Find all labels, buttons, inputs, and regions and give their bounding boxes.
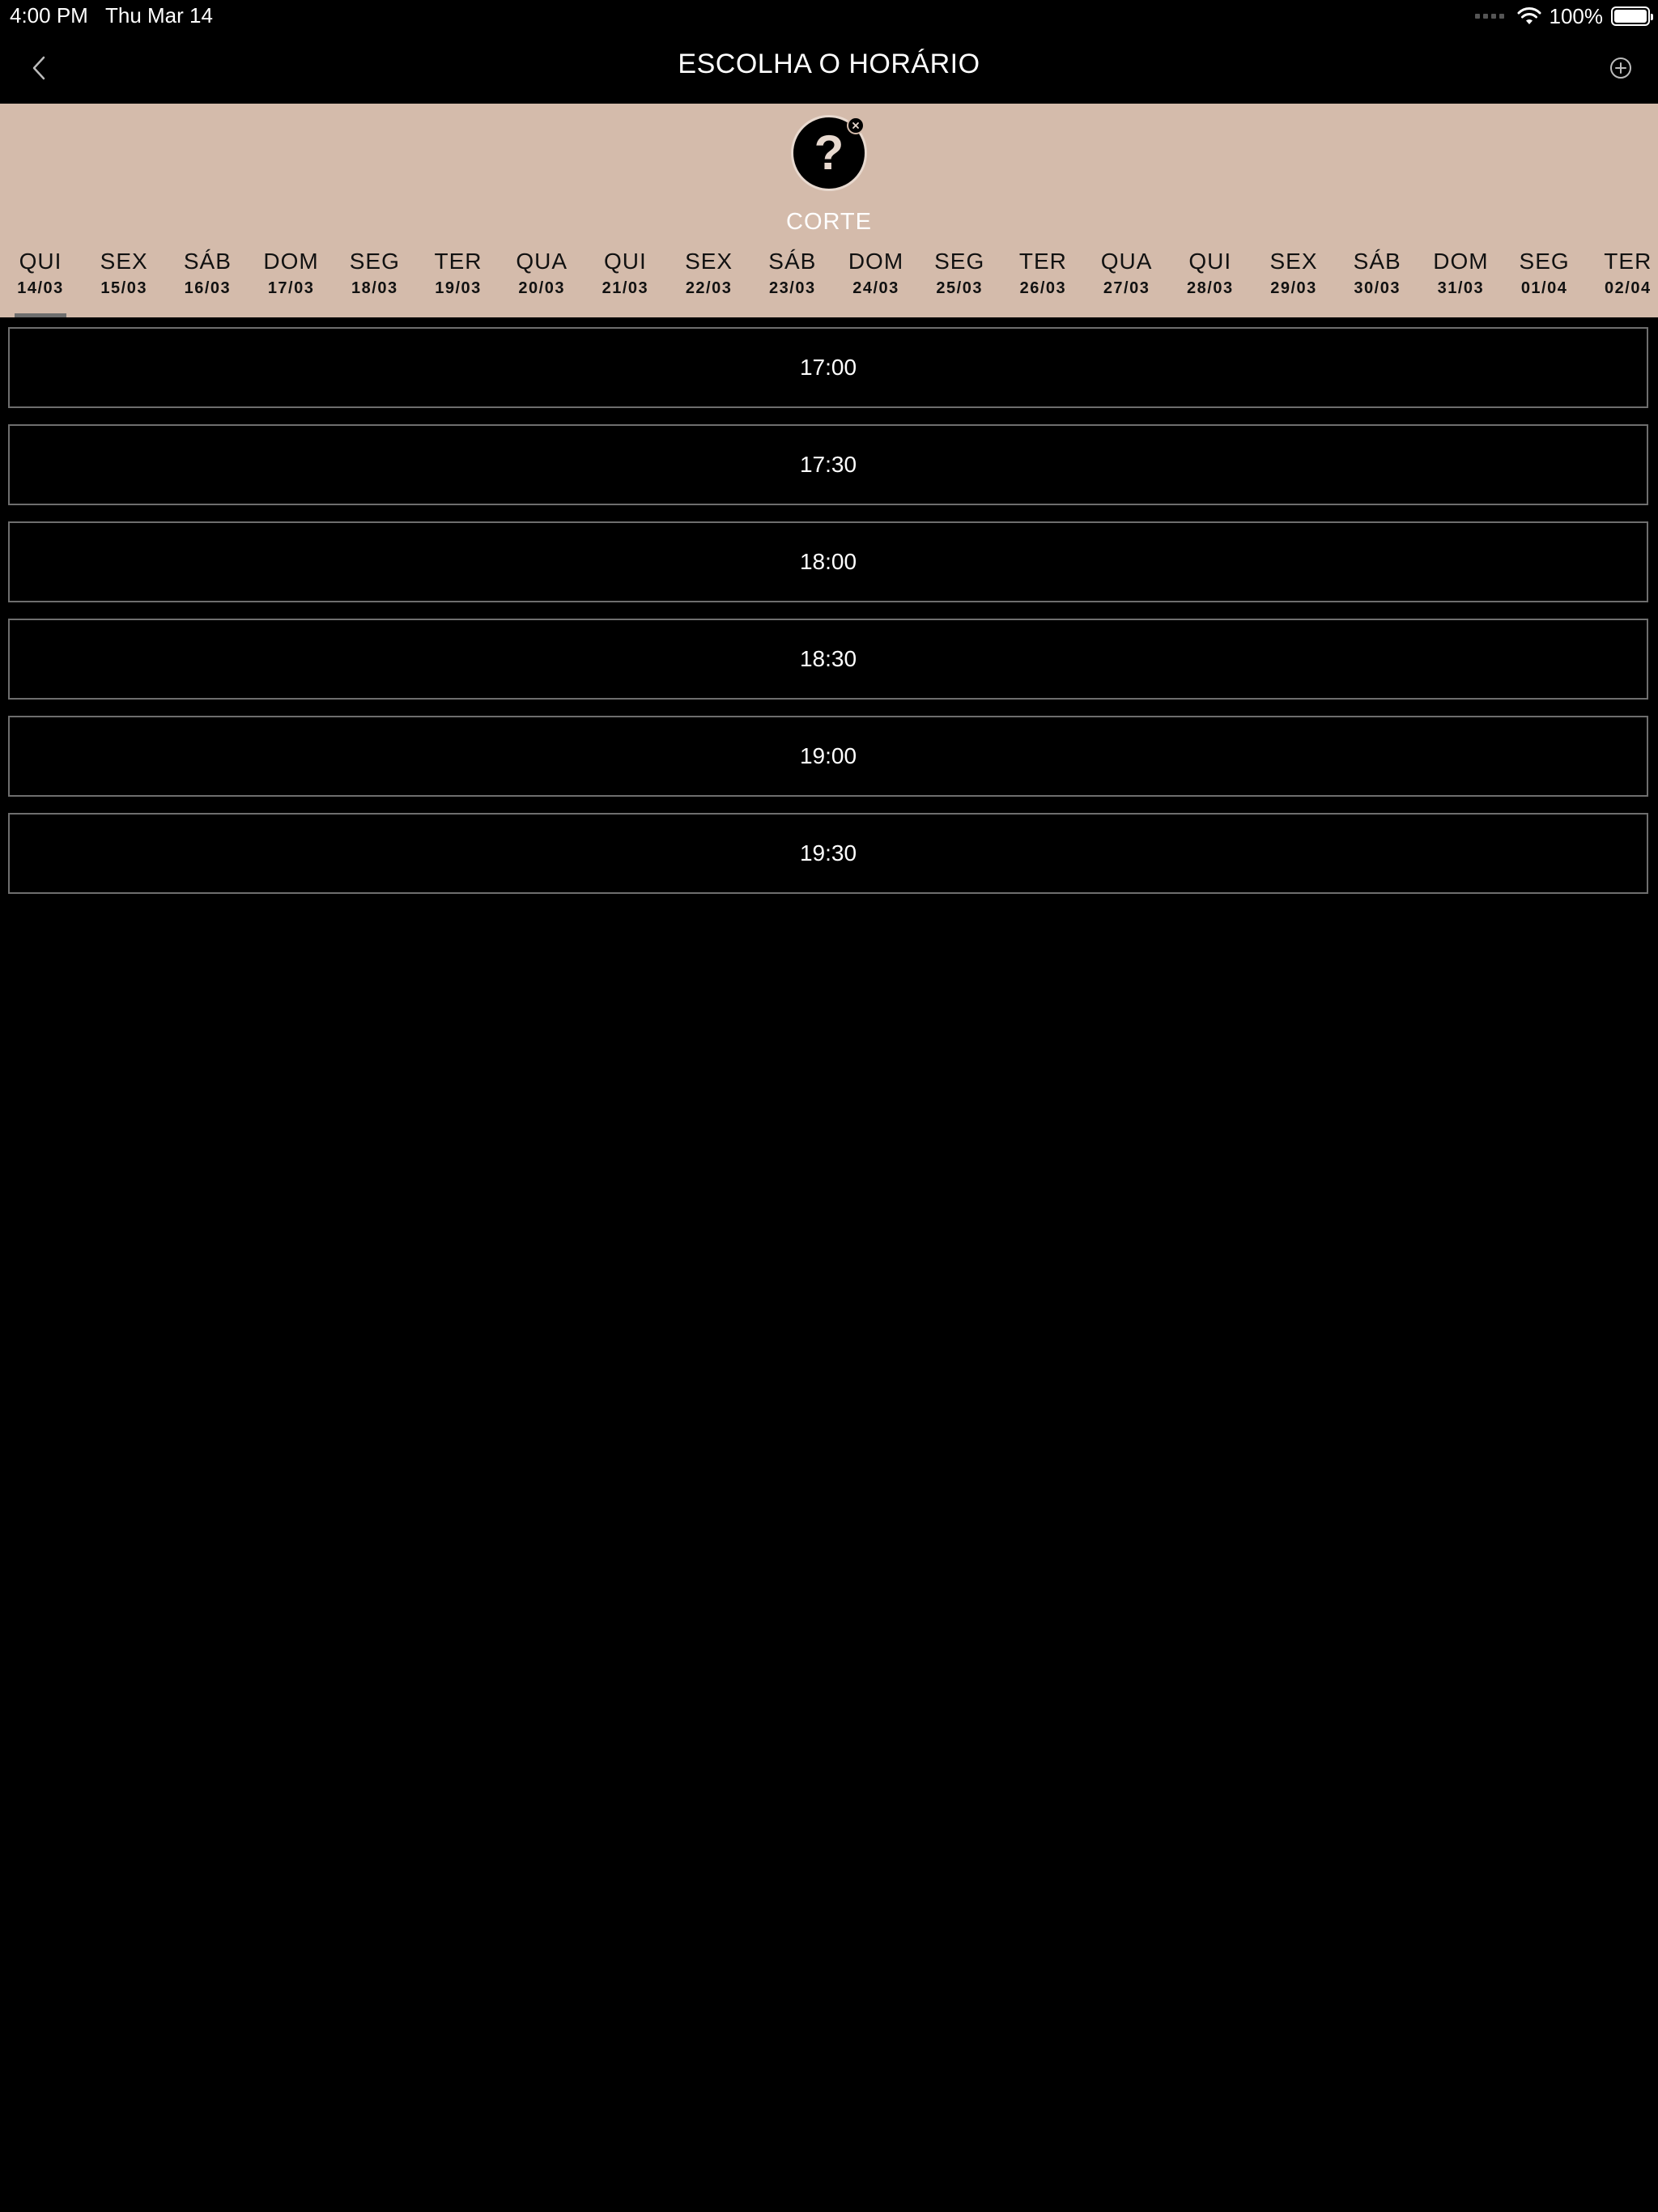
date-tab-date: 26/03: [1019, 279, 1067, 297]
date-tab-weekday: SEG: [1519, 249, 1570, 274]
remove-service-button[interactable]: [847, 117, 865, 134]
date-tab[interactable]: [83, 245, 164, 317]
date-tab-weekday: SEX: [100, 249, 148, 274]
status-indicators: [1475, 3, 1651, 29]
date-tab-weekday: TER: [1018, 249, 1067, 274]
date-tab[interactable]: [1588, 245, 1658, 317]
date-tab-date: 14/03: [17, 279, 64, 297]
date-tab[interactable]: [752, 245, 833, 317]
date-tab-weekday: QUI: [1188, 249, 1232, 274]
date-tab-date: 01/04: [1520, 279, 1568, 297]
time-slot-label: 17:30: [799, 452, 857, 477]
date-tab[interactable]: [418, 245, 499, 317]
time-slot-button[interactable]: [8, 521, 1648, 602]
date-tab-date: 18/03: [351, 279, 398, 297]
date-tab-date: 15/03: [100, 279, 147, 297]
date-tab[interactable]: [835, 245, 916, 317]
date-tab[interactable]: [1337, 245, 1418, 317]
time-slot-label: 18:30: [799, 646, 857, 671]
date-tab-weekday: DOM: [263, 249, 319, 274]
date-tab-date: 16/03: [184, 279, 232, 297]
date-tab[interactable]: [1253, 245, 1334, 317]
date-tab-date: 31/03: [1437, 279, 1485, 297]
date-tab-weekday: DOM: [848, 249, 904, 274]
close-icon: [851, 121, 861, 130]
page-title: ESCOLHA O HORÁRIO: [678, 49, 980, 79]
date-tab-weekday: SÁB: [1353, 249, 1401, 274]
date-tab-date: 30/03: [1354, 279, 1401, 297]
date-tab-date: 23/03: [769, 279, 816, 297]
date-tab-weekday: SEG: [349, 249, 400, 274]
battery-icon: [1611, 6, 1650, 26]
date-selector: [0, 245, 1658, 317]
time-slot-button[interactable]: [8, 327, 1648, 408]
time-slot-label: 17:00: [799, 355, 857, 380]
date-tab[interactable]: [669, 245, 750, 317]
date-tab-weekday: SEX: [685, 249, 733, 274]
date-tab[interactable]: [1420, 245, 1501, 317]
service-name: CORTE: [786, 209, 872, 235]
time-slot-button[interactable]: [8, 619, 1648, 700]
time-slot-button[interactable]: [8, 813, 1648, 894]
date-tab-weekday: QUI: [604, 249, 647, 274]
service-header: [0, 104, 1658, 317]
selected-date-indicator: [15, 313, 66, 317]
time-slot-button[interactable]: [8, 716, 1648, 797]
date-tab-weekday: SEX: [1269, 249, 1318, 274]
battery-fill: [1614, 10, 1647, 23]
date-tab-date: 24/03: [852, 279, 899, 297]
plus-circle-icon: [1609, 56, 1633, 80]
question-mark-icon: ?: [814, 125, 844, 180]
wifi-icon: [1517, 6, 1541, 26]
date-tab-weekday: SÁB: [768, 249, 817, 274]
date-tab-weekday: SEG: [934, 249, 985, 274]
date-tab-weekday: QUA: [1100, 249, 1153, 274]
date-tab[interactable]: [1504, 245, 1585, 317]
navigation-bar: [0, 32, 1658, 104]
status-date: Thu Mar 14: [105, 3, 213, 28]
date-tab-weekday: TER: [1604, 249, 1652, 274]
status-bar: [0, 0, 1658, 32]
date-tab[interactable]: [501, 245, 582, 317]
date-tab-date: 28/03: [1187, 279, 1234, 297]
date-tab[interactable]: [1086, 245, 1167, 317]
add-button[interactable]: [1603, 50, 1639, 86]
date-tab[interactable]: [0, 245, 81, 317]
date-tab[interactable]: [167, 245, 248, 317]
date-tab-date: 29/03: [1270, 279, 1317, 297]
date-tab-weekday: DOM: [1433, 249, 1489, 274]
date-tab-date: 22/03: [685, 279, 733, 297]
date-tab-date: 20/03: [518, 279, 565, 297]
time-slot-label: 19:30: [799, 840, 857, 866]
date-tab[interactable]: [251, 245, 332, 317]
date-tab[interactable]: [1002, 245, 1083, 317]
date-tab-weekday: SÁB: [183, 249, 232, 274]
time-slot-list: [8, 327, 1648, 910]
time-slot-button[interactable]: [8, 424, 1648, 505]
status-time: 4:00 PM: [10, 3, 88, 28]
date-tab[interactable]: [585, 245, 665, 317]
date-tab-weekday: QUI: [19, 249, 62, 274]
date-tab-date: 17/03: [267, 279, 315, 297]
cellular-signal-icon: [1475, 14, 1504, 19]
battery-percentage: 100%: [1549, 3, 1603, 28]
date-tab-weekday: QUA: [516, 249, 568, 274]
date-tab[interactable]: [334, 245, 415, 317]
date-tab-date: 25/03: [936, 279, 983, 297]
time-slot-label: 18:00: [799, 549, 857, 574]
time-slot-label: 19:00: [799, 743, 857, 768]
date-tab-date: 02/04: [1605, 279, 1652, 297]
date-tab-date: 21/03: [602, 279, 649, 297]
date-tab-weekday: TER: [434, 249, 483, 274]
date-tab-date: 19/03: [435, 279, 482, 297]
date-tab[interactable]: [1170, 245, 1251, 317]
date-tab[interactable]: [919, 245, 1000, 317]
date-tab-date: 27/03: [1103, 279, 1150, 297]
